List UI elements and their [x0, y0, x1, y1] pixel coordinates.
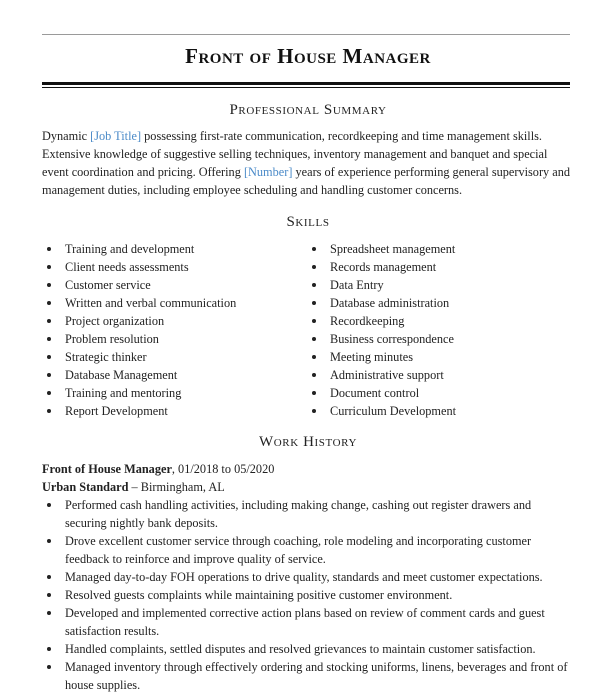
skill-item: Written and verbal communication — [42, 294, 282, 312]
job-title-placeholder: [Job Title] — [90, 129, 142, 143]
duty-item: Resolved guests complaints while maintaining positive customer environment. — [42, 586, 574, 604]
summary-text-1: Dynamic — [42, 129, 91, 143]
skill-item: Database Management — [42, 366, 282, 384]
skill-item: Database administration — [307, 294, 567, 312]
skill-item: Training and development — [42, 240, 282, 258]
skill-item: Document control — [307, 384, 567, 402]
summary-text-2: possessing first-rate communication, recordkeeping and time management skills. Extensive knowledge of suggestive selling techniques, inventory management and banquet and special event coordination and pricing. Offering — [42, 129, 548, 179]
company-name: Urban Standard — [42, 480, 129, 494]
top-divider — [42, 34, 570, 35]
skills-left-list — [42, 240, 282, 420]
title-rule-thin — [42, 87, 570, 88]
title-rule-thick — [42, 82, 570, 85]
company-location: – Birmingham, AL — [128, 480, 225, 494]
job-dates: , 01/2018 to 05/2020 — [171, 462, 275, 476]
duty-item: Managed day-to-day FOH operations to drive quality, standards and meet customer expectations. — [42, 568, 574, 586]
skills-heading: Skills — [286, 214, 330, 230]
skill-item: Administrative support — [307, 366, 567, 384]
summary-heading: Professional Summary — [229, 102, 387, 118]
skill-item: Recordkeeping — [307, 312, 567, 330]
skill-item: Client needs assessments — [42, 258, 282, 276]
duty-item: Drove excellent customer service through coaching, role modeling and incorporating customer feedback to reinforce and improve quality of service. — [42, 532, 574, 568]
skill-item: Spreadsheet management — [307, 240, 567, 258]
skill-item: Training and mentoring — [42, 384, 282, 402]
skill-item: Meeting minutes — [307, 348, 567, 366]
skill-item: Strategic thinker — [42, 348, 282, 366]
summary-paragraph — [42, 127, 572, 199]
skills-right-list — [307, 240, 567, 420]
summary-text-3: years of experience performing general supervisory and management duties, including employee scheduling and handling customer concerns. — [42, 165, 571, 197]
duty-item: Performed cash handling activities, including making change, cashing out register drawers and securing nightly bank deposits. — [42, 496, 574, 532]
duty-item: Handled complaints, settled disputes and resolved grievances to maintain customer satisfaction. — [42, 640, 574, 658]
job-title-line — [42, 460, 274, 478]
number-placeholder: [Number] — [243, 165, 293, 179]
skill-item: Curriculum Development — [307, 402, 567, 420]
duty-item: Developed and implemented corrective action plans based on review of comment cards and guest satisfaction results. — [42, 604, 574, 640]
skill-item: Data Entry — [307, 276, 567, 294]
skill-item: Problem resolution — [42, 330, 282, 348]
skill-item: Business correspondence — [307, 330, 567, 348]
job-duties-list — [42, 496, 574, 694]
skill-item: Records management — [307, 258, 567, 276]
skill-item: Project organization — [42, 312, 282, 330]
work-history-heading: Work History — [258, 434, 358, 450]
job-title: Front of House Manager — [42, 462, 172, 476]
skill-item: Customer service — [42, 276, 282, 294]
company-line — [42, 478, 225, 496]
duty-item: Managed inventory through effectively ordering and stocking uniforms, linens, beverages and front of house supplies. — [42, 658, 574, 694]
skill-item: Report Development — [42, 402, 282, 420]
resume-title: Front of House Manager — [185, 44, 431, 68]
